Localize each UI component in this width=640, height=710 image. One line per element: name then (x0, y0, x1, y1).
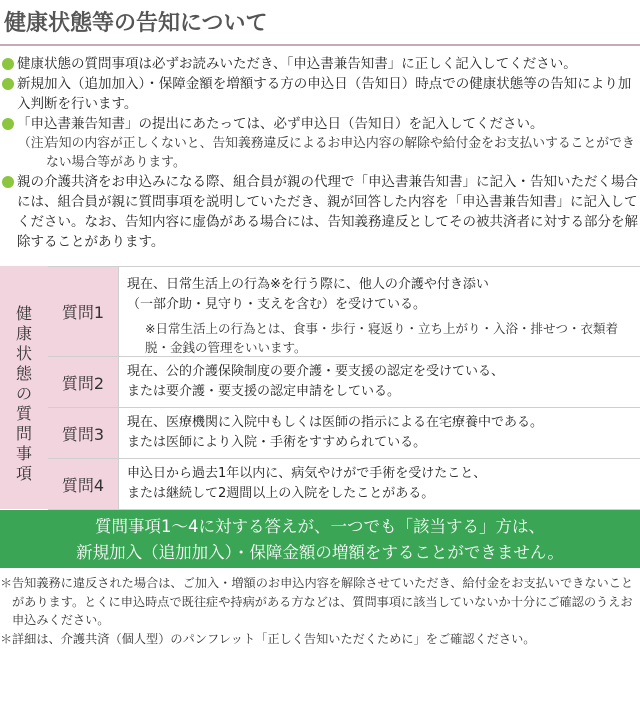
footnote-mark: ＊ (0, 576, 13, 590)
note (2, 134, 638, 172)
question-row (48, 356, 640, 408)
bullet-dot-icon (2, 176, 14, 188)
bullet-item (2, 74, 638, 114)
bullet-text: 新規加入（追加加入）・保障金額を増額する方の申込日（告知日）時点での健康状態等の告知により加入判断を行います。 (17, 76, 632, 112)
question-text (119, 357, 640, 407)
bullet-dot-icon (2, 118, 14, 130)
question-text (119, 267, 640, 356)
question-line: または医師により入院・手術をすすめられている。 (127, 435, 427, 450)
side-label-char: 状 (15, 344, 32, 363)
side-label-char: 質 (15, 404, 32, 423)
side-label-char: 態 (15, 364, 32, 383)
question-label: 質問2 (48, 357, 119, 407)
question-line: 現在、医療機関に入院中もしくは医師の指示による在宅療養中である。 (127, 415, 544, 430)
bullet-dot-icon (2, 58, 14, 70)
side-label-char: 項 (15, 464, 32, 483)
side-label-char: 問 (15, 424, 32, 443)
question-text (119, 459, 640, 509)
question-sub-note: ※日常生活上の行為とは、食事・歩行・寝返り・立ち上がり・入浴・排せつ・衣類着脱・金銭の管理をいいます。 (145, 321, 618, 355)
question-label: 質問4 (48, 459, 119, 509)
footnote-text: 詳細は、介護共済（個人型）のパンフレット「正しく告知いただくために」をご確認ください。 (12, 631, 536, 646)
warning-banner (0, 510, 640, 568)
question-line: 現在、日常生活上の行為※を行う際に、他人の介護や付き添い (127, 277, 489, 292)
bullet-text: 「申込書兼告知書」の提出にあたっては、必ず申込日（告知日）を記入してください。 (17, 116, 544, 132)
question-line: または継続して2週間以上の入院をしたことがある。 (127, 486, 435, 501)
note-text: 告知の内容が正しくないと、告知義務違反によるお申込内容の解除や給付金をお支払いすることができない場合等があります。 (46, 136, 635, 170)
question-text (119, 408, 640, 458)
question-line: （一部介助・見守り・支えを含む）を受けている。 (127, 297, 427, 312)
title-divider (0, 44, 640, 46)
side-label-char: の (15, 384, 32, 403)
bullet-item (2, 54, 638, 74)
question-line: または要介護・要支援の認定申請をしている。 (127, 384, 401, 399)
question-label: 質問1 (48, 267, 119, 356)
question-row (48, 266, 640, 357)
banner-line: 質問事項1～4に対する答えが、一つでも「該当する」方は、 (95, 517, 545, 536)
question-label: 質問3 (48, 408, 119, 458)
question-row (48, 458, 640, 510)
footnote (0, 630, 640, 649)
bullet-list (0, 54, 640, 252)
bullet-item (2, 114, 638, 134)
footnotes (0, 574, 640, 648)
question-row (48, 407, 640, 459)
banner-line: 新規加入（追加加入）・保障金額の増額をすることができません。 (76, 543, 564, 562)
footnote-text: 告知義務に違反された場合は、ご加入・増額のお申込内容を解除させていただき、給付金をお支払いできないことがあります。とくに申込時点で既往症や持病がある方などは、質問事項に該当していないか十分にご確認のうえお申込みください。 (12, 576, 634, 627)
bullet-item (2, 172, 638, 252)
page-title: 健康状態等の告知について (4, 11, 268, 36)
question-line: 申込日から過去1年以内に、病気やけがで手術を受けたこと、 (127, 466, 487, 481)
question-line: 現在、公的介護保険制度の要介護・要支援の認定を受けている、 (127, 364, 505, 379)
bullet-text: 健康状態の質問事項は必ずお読みいただき、「申込書兼告知書」に正しく記入してください。 (17, 56, 577, 72)
footnote (0, 574, 640, 630)
bullet-text: 親の介護共済をお申込みになる際、組合員が親の代理で「申込書兼告知書」に記入・告知いただく場合には、組合員が親に質問事項を説明していただき、親が回答した内容を「申込書兼告知書」に記入してください。なお、告知内容に虚偽がある場合には、告知義務違反としてその被共済者に対する部分を解除することがあります。 (17, 174, 638, 250)
side-label-char: 康 (15, 324, 32, 343)
note-tag: （注） (18, 136, 57, 151)
side-label-char: 健 (15, 304, 32, 323)
health-questions-side-label (0, 266, 49, 509)
bullet-dot-icon (2, 78, 14, 90)
footnote-mark: ＊ (0, 631, 13, 646)
side-label-text (0, 304, 48, 484)
side-label-char: 事 (15, 444, 32, 463)
